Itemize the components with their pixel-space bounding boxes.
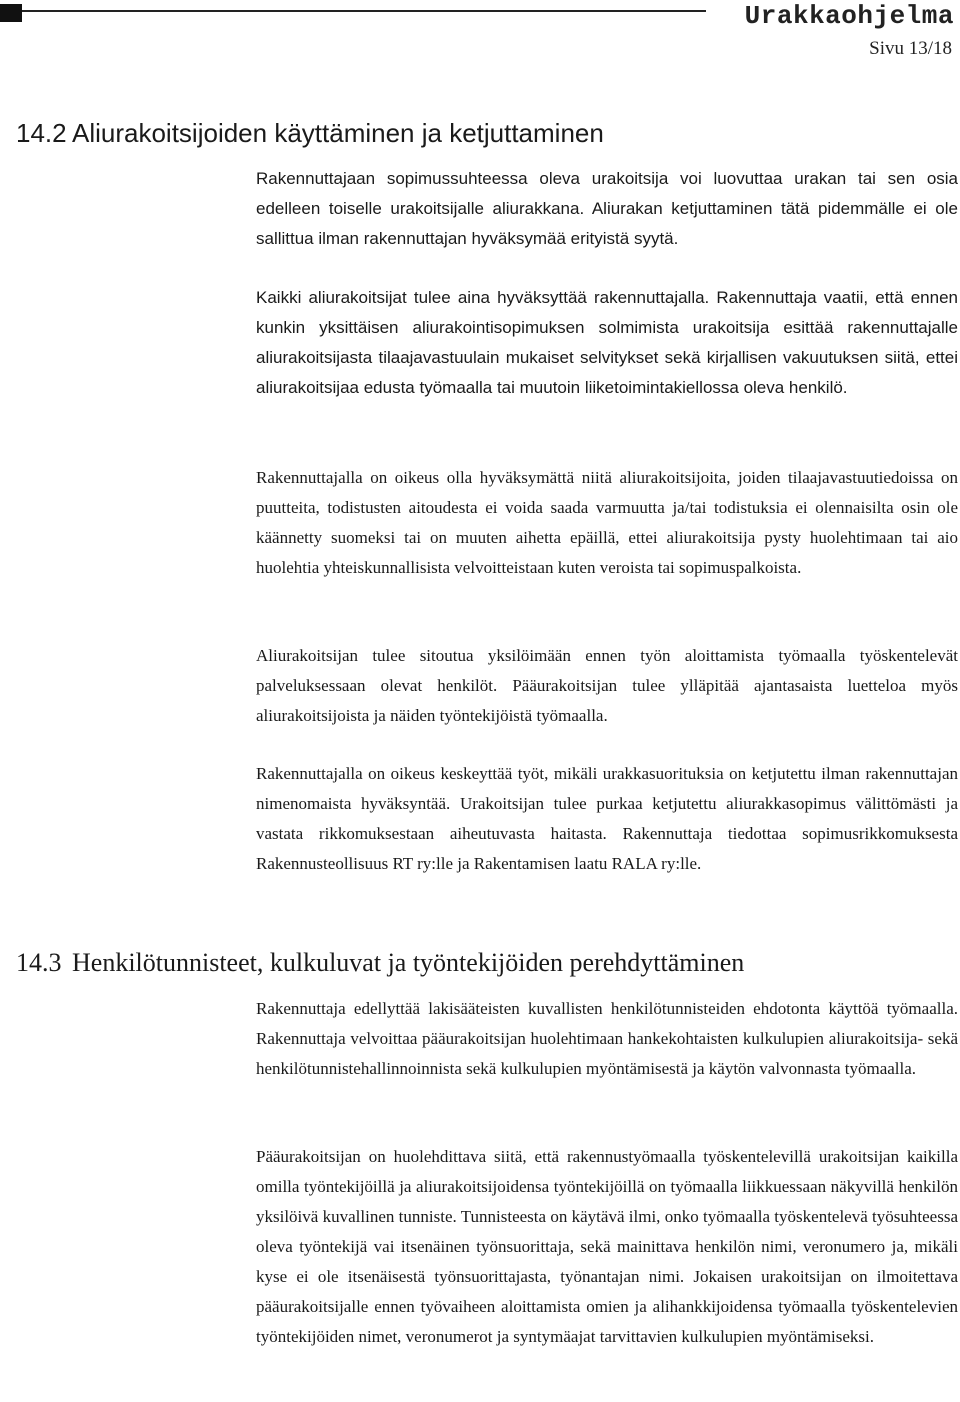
paragraph: Kaikki aliurakoitsijat tulee aina hyväksyttää rakennuttajalla. Rakennuttaja vaatii, että ennen kunkin yksittäisen aliurakointisopimuksen solmimista urakoitsija esittää rakennuttajalle aliurakoitsijasta tilaajavastuulain mukaiset selvitykset sekä kirjallisen vakuutuksen siitä, ettei aliurakoitsijaa edusta työmaalla tai muutoin liiketoimintakiellossa oleva henkilö. bbox=[256, 288, 958, 397]
header-rule bbox=[22, 10, 706, 12]
document-title: Urakkaohjelma bbox=[744, 1, 954, 31]
section-title: Aliurakoitsijoiden käyttäminen ja ketjuttaminen bbox=[72, 118, 604, 148]
paragraph: Rakennuttajalla on oikeus keskeyttää työt, mikäli urakkasuorituksia on ketjutettu ilman rakennuttajan nimenomaista hyväksyntää. Urakoitsijan tulee purkaa ketjutettu aliurakkasopimus välittömästi ja vastata rikkomuksestaan aiheutuvasta haitasta. Rakennuttaja tiedottaa sopimusrikkomuksesta Rakennusteollisuus RT ry:lle ja Rakentamisen laatu RALA ry:lle. bbox=[256, 764, 958, 873]
paragraph: Pääurakoitsijan on huolehdittava siitä, että rakennustyömaalla työskentelevillä urakoitsijan kaikilla omilla työntekijöillä ja aliurakoitsijoidensa työntekijöillä on työmaalla liikkuessaan näkyvillä henkilön yksilöivä kuvallinen tunniste. Tunnisteesta on käytävä ilmi, onko työmaalla työskentelevä työsuhteessa oleva työntekijä vai itsenäinen työnsuorittaja, sekä mainittava henkilön nimi, veronumero ja, mikäli kyse ei ole itsenäisestä työnsuorittajasta, työnantajan nimi. Jokaisen urakoitsijan on ilmoitettava pääurakoitsijalle ennen työvaiheen aloittamista omien ja alihankkijoidensa työmaalla työskentelevien työntekijöiden nimet, veronumerot ja syntymäajat tarvittavien kulkulupien myöntämiseksi. bbox=[256, 1147, 958, 1346]
header-square-mark bbox=[0, 4, 22, 22]
paragraph: Rakennuttaja edellyttää lakisääteisten kuvallisten henkilötunnisteiden ehdotonta käyttöä työmaalla. Rakennuttaja velvoittaa pääurakoitsijan huolehtimaan hankekohtaisten kulkulupien aliurakoitsija- sekä henkilötunnistehallinnoinnista sekä kulkulupien myöntämisestä ja käytön valvonnasta työmaalla. bbox=[256, 999, 958, 1078]
section-heading-14-2 bbox=[16, 118, 604, 149]
paragraph: Aliurakoitsijan tulee sitoutua yksilöimään ennen työn aloittamista työmaalla työskentelevät palveluksessaan olevat henkilöt. Pääurakoitsijan tulee ylläpitää ajantasaista luetteloa myös aliurakoitsijoista ja näiden työntekijöistä työmaalla. bbox=[256, 646, 958, 725]
paragraph: Rakennuttajaan sopimussuhteessa oleva urakoitsija voi luovuttaa urakan tai sen osia edelleen toiselle urakoitsijalle aliurakkana. Aliurakan ketjuttaminen tätä pidemmälle ei ole sallittua ilman rakennuttajan hyväksymää erityistä syytä. bbox=[256, 169, 958, 248]
paragraph: Rakennuttajalla on oikeus olla hyväksymättä niitä aliurakoitsijoita, joiden tilaajavastuutiedoissa on puutteita, todistusten aitoudesta ei voida saada varmuutta ja/tai todistuksia ei olennaisilta osin ole käännetty suomeksi tai on muuten aihetta epäillä, ettei aliurakoitsija pysty huolehtimaan tai aio huolehtia yhteiskunnallisista velvoitteistaan kuten veroista tai sopimuspalkoista. bbox=[256, 468, 958, 577]
page-number: Sivu 13/18 bbox=[869, 38, 952, 59]
section-number: 14.2 bbox=[16, 118, 67, 148]
section-number: 14.3 bbox=[16, 948, 62, 977]
section-heading-14-3 bbox=[16, 948, 744, 978]
section-title: Henkilötunnisteet, kulkuluvat ja työntekijöiden perehdyttäminen bbox=[72, 948, 745, 977]
